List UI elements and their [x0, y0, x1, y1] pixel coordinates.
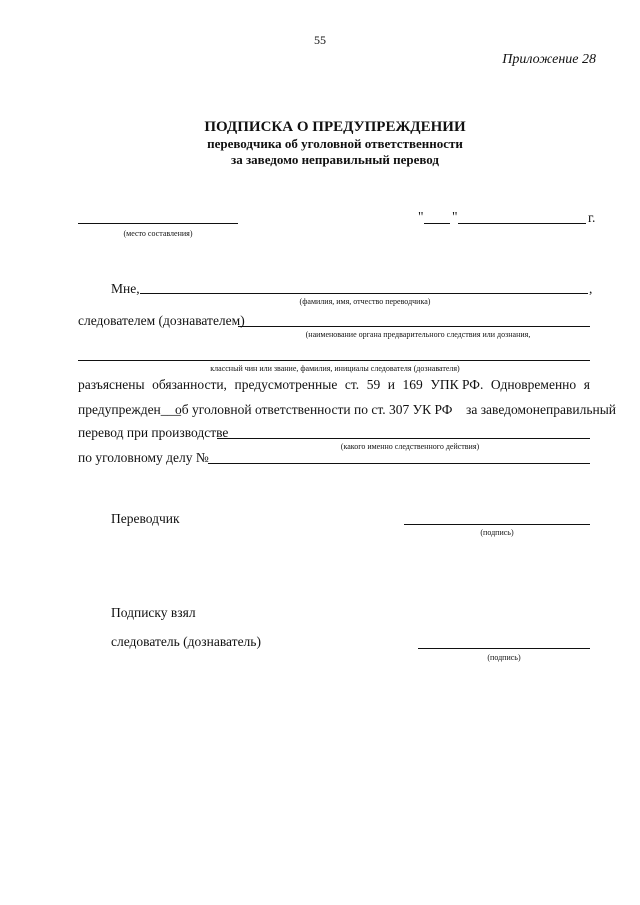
taken-label: Подписку взял: [111, 605, 196, 620]
investigator-rank-caption: классный чин или звание, фамилия, инициалы следователя (дознавателя): [210, 364, 460, 373]
warned-word: за заведомо: [466, 402, 533, 417]
case-number-field[interactable]: [208, 463, 590, 464]
translator-signature-field[interactable]: [404, 524, 590, 525]
duties-line: [78, 377, 590, 393]
duties-word: я: [583, 377, 590, 392]
page-number: 55: [314, 33, 326, 47]
title-line-2: переводчика об уголовной ответственности: [207, 136, 463, 151]
investigator-organ-field[interactable]: [238, 326, 590, 327]
investigative-action-field[interactable]: [217, 438, 590, 439]
document-title: [0, 118, 640, 168]
investigator-label: следователем (дознавателем): [78, 313, 245, 328]
me-comma: ,: [589, 281, 593, 296]
warned-prefix: предупрежден___: [78, 402, 182, 417]
warned-end: [466, 402, 616, 418]
investigative-action-caption: (какого именно следственного действия): [340, 442, 480, 451]
date-day-field[interactable]: [424, 223, 450, 224]
warned-word: неправильный: [532, 402, 616, 417]
date-quote-close: ": [452, 209, 458, 224]
duties-word: разъяснены: [78, 377, 145, 392]
investigator-signature-field[interactable]: [418, 648, 590, 649]
date-quote-open: ": [418, 209, 424, 224]
case-label: по уголовному делу №: [78, 450, 209, 465]
warned-middle: об уголовной ответственности по ст. 307 УК РФ: [175, 402, 453, 417]
title-line-3: за заведомо неправильный перевод: [230, 152, 439, 167]
duties-word: и: [387, 377, 395, 392]
duties-word: ст.: [344, 377, 360, 392]
investigator-signature-caption: (подпись): [487, 653, 521, 662]
investigator-signature-label: следователь (дознаватель): [111, 634, 261, 649]
duties-word: 59: [366, 377, 381, 392]
place-field[interactable]: [78, 223, 238, 224]
duties-word: 169: [402, 377, 423, 392]
investigator-organ-caption: (наименование органа предварительного следствия или дознания,: [305, 330, 531, 339]
investigator-rank-field[interactable]: [78, 360, 590, 361]
place-caption: (место составления): [123, 229, 193, 238]
translator-name-caption: (фамилия, имя, отчество переводчика): [299, 297, 431, 306]
date-month-year-field[interactable]: [458, 223, 586, 224]
year-suffix: г.: [588, 210, 596, 225]
translation-label: перевод при производстве: [78, 425, 229, 440]
translator-signature-label: Переводчик: [111, 511, 180, 526]
title-line-1: ПОДПИСКА О ПРЕДУПРЕЖДЕНИИ: [204, 119, 466, 135]
duties-word: предусмотренные: [234, 377, 338, 392]
translator-signature-caption: (подпись): [480, 528, 514, 537]
duties-word: УПК РФ.: [430, 377, 484, 392]
duties-word: Одновременно: [490, 377, 577, 392]
appendix-label: Приложение 28: [502, 52, 596, 67]
me-label: Мне,: [111, 281, 140, 296]
duties-word: обязанности,: [152, 377, 227, 392]
translator-name-field[interactable]: [140, 293, 588, 294]
